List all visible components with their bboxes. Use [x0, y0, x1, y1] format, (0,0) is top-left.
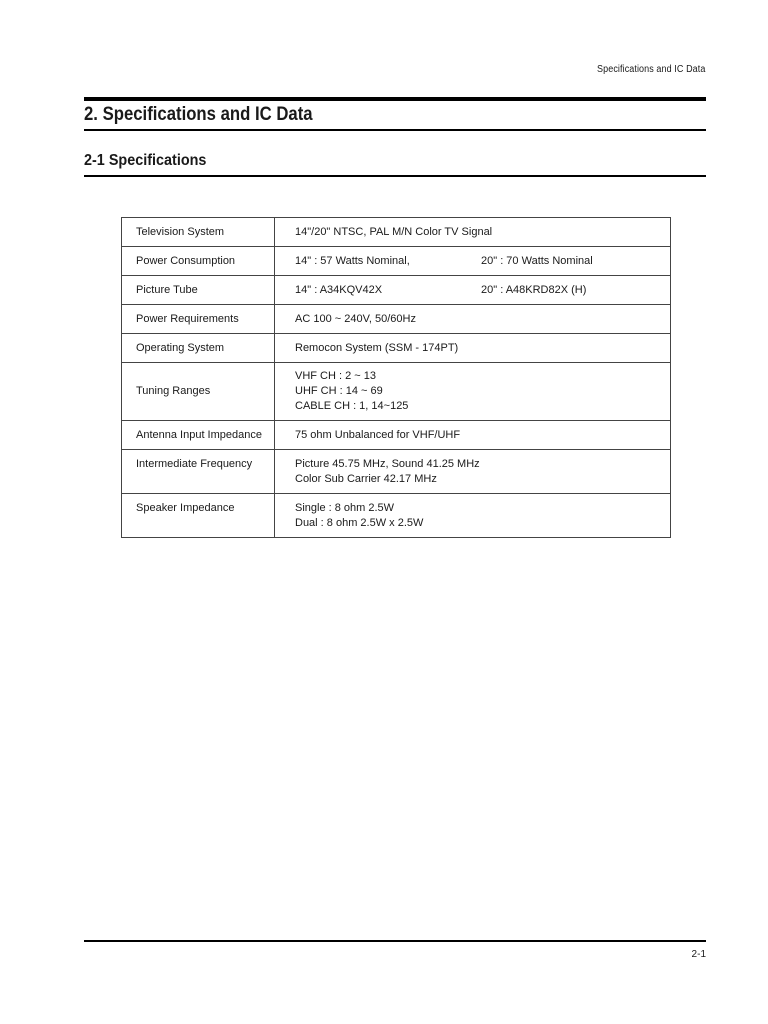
spec-value-line: CABLE CH : 1, 14~125	[295, 400, 409, 412]
spec-value-14in: 14" : A34KQV42X	[295, 283, 383, 296]
spec-table	[121, 217, 671, 538]
spec-value	[275, 450, 671, 494]
spec-label: Antenna Input Impedance	[122, 421, 275, 450]
spec-label: Power Consumption	[122, 247, 275, 276]
table-row	[122, 218, 671, 247]
table-row	[122, 363, 671, 421]
spec-value-20in: 20" : 70 Watts Nominal	[481, 254, 593, 267]
table-row	[122, 276, 671, 305]
spec-value-line: VHF CH : 2 ~ 13	[295, 370, 377, 382]
spec-value-line: Picture 45.75 MHz, Sound 41.25 MHz	[295, 458, 480, 470]
spec-value-14in: 14" : 57 Watts Nominal,	[295, 254, 410, 267]
page-number: 2-1	[691, 949, 706, 960]
spec-value: 75 ohm Unbalanced for VHF/UHF	[275, 421, 671, 450]
chapter-bottom-rule	[84, 129, 706, 131]
spec-value	[275, 494, 671, 538]
spec-value-line: UHF CH : 14 ~ 69	[295, 385, 383, 397]
section-rule	[84, 175, 706, 177]
running-header: Specifications and IC Data	[596, 64, 705, 75]
spec-label: Power Requirements	[122, 305, 275, 334]
spec-value: AC 100 ~ 240V, 50/60Hz	[275, 305, 671, 334]
footer-rule	[84, 940, 706, 942]
section-title: 2-1 Specifications	[84, 152, 207, 169]
spec-value-20in: 20" : A48KRD82X (H)	[481, 283, 587, 296]
table-row	[122, 494, 671, 538]
spec-value-line: Single : 8 ohm 2.5W	[295, 502, 395, 514]
table-row	[122, 450, 671, 494]
chapter-title: 2. Specifications and IC Data	[84, 104, 313, 125]
table-row	[122, 421, 671, 450]
spec-value-line: Color Sub Carrier 42.17 MHz	[295, 473, 437, 485]
spec-label: Tuning Ranges	[122, 363, 275, 421]
table-row	[122, 247, 671, 276]
chapter-top-rule	[84, 97, 706, 101]
spec-label: Picture Tube	[122, 276, 275, 305]
spec-value: 14"/20" NTSC, PAL M/N Color TV Signal	[275, 218, 671, 247]
spec-label: Television System	[122, 218, 275, 247]
spec-label: Intermediate Frequency	[122, 450, 275, 494]
spec-value	[275, 247, 671, 276]
table-row	[122, 305, 671, 334]
table-row	[122, 334, 671, 363]
spec-value: Remocon System (SSM - 174PT)	[275, 334, 671, 363]
spec-value	[275, 363, 671, 421]
spec-value	[275, 276, 671, 305]
spec-value-line: Dual : 8 ohm 2.5W x 2.5W	[295, 517, 424, 529]
spec-label: Speaker Impedance	[122, 494, 275, 538]
spec-label: Operating System	[122, 334, 275, 363]
